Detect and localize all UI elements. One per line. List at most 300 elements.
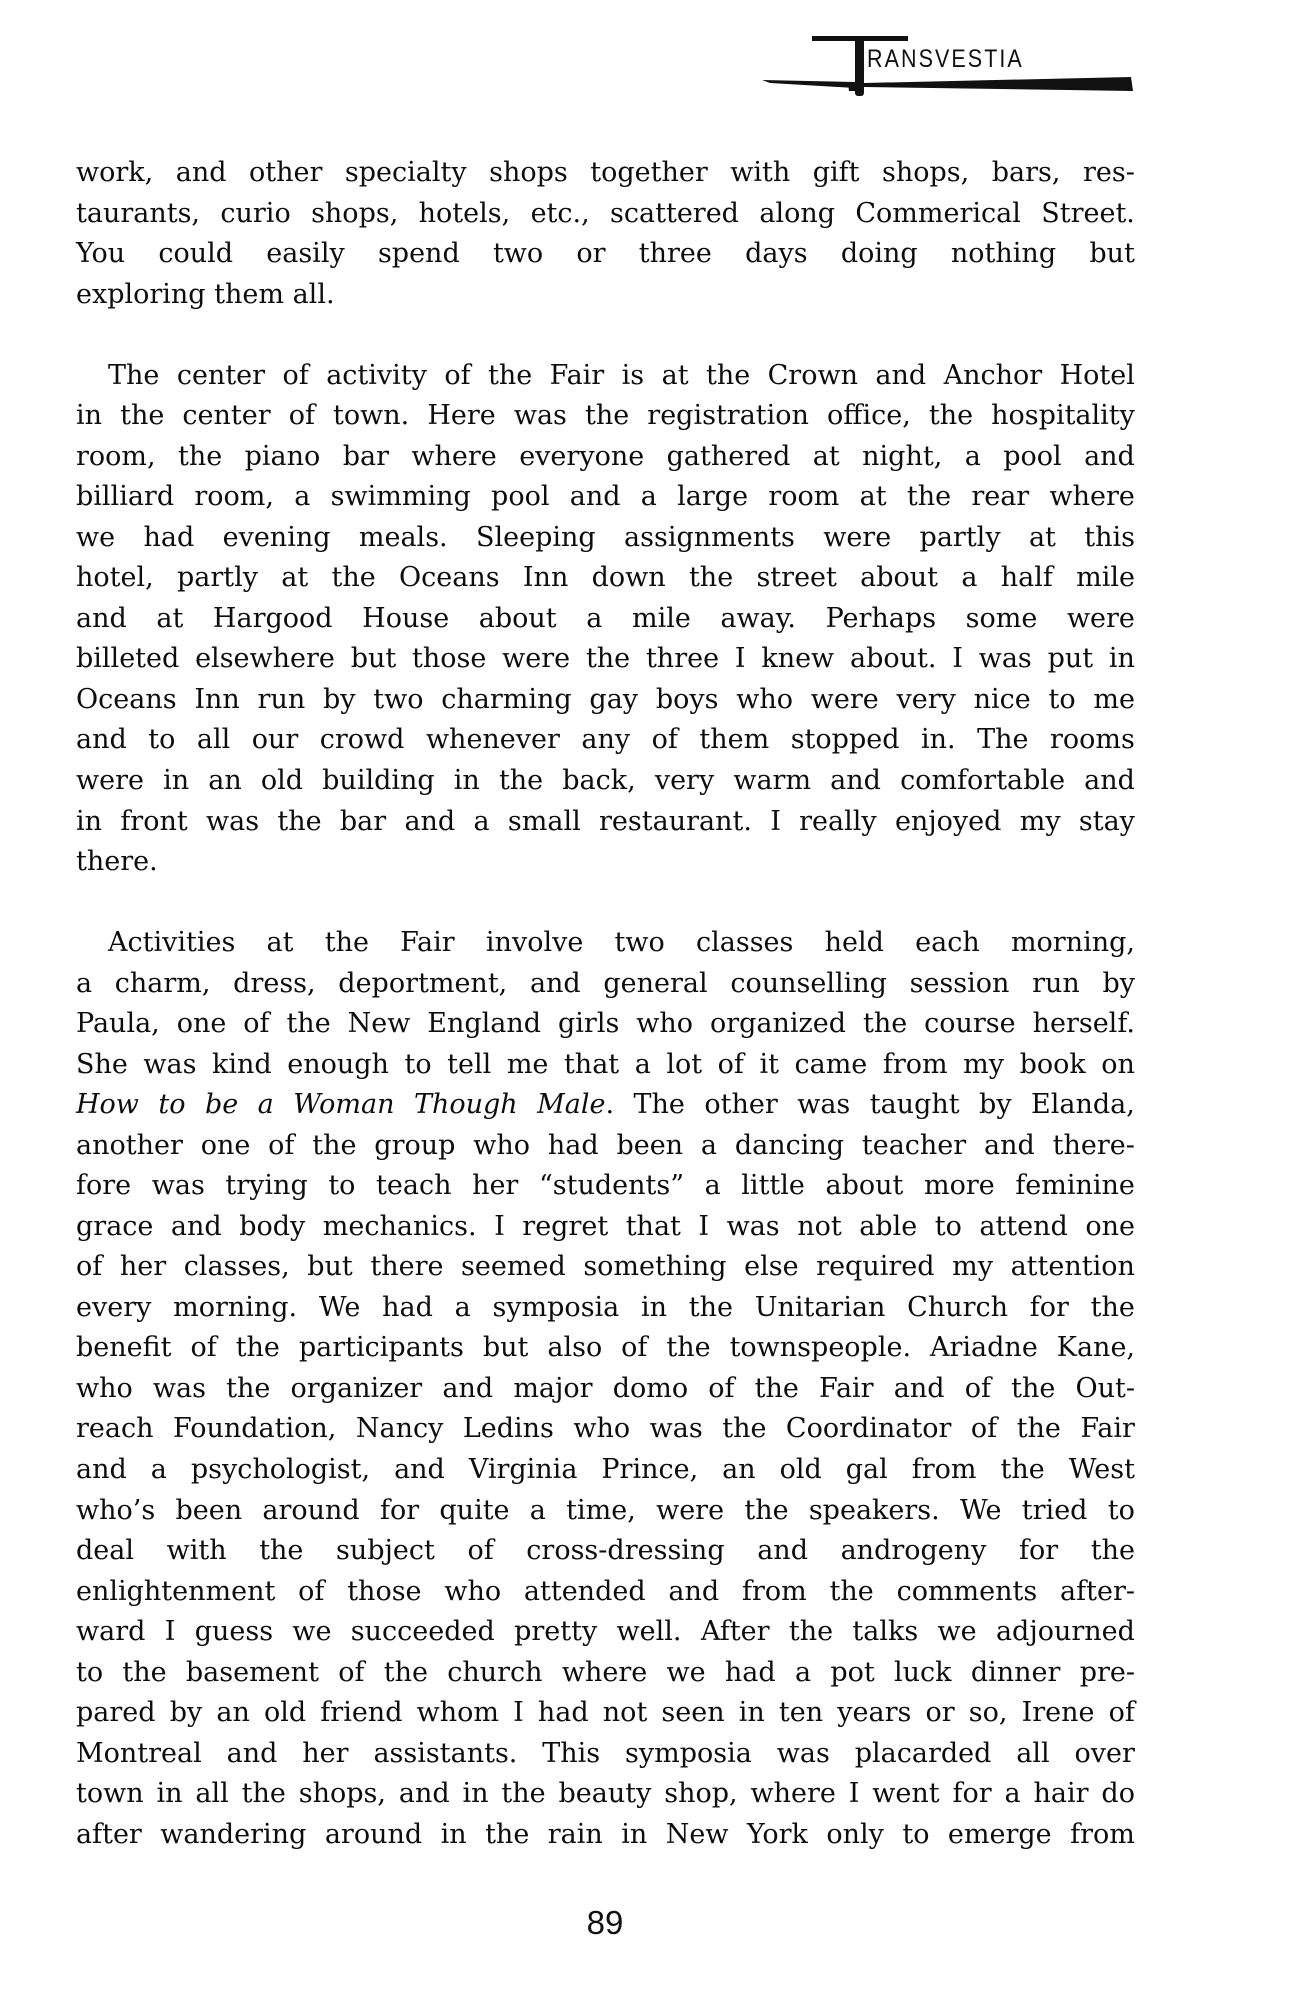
word: mile (631, 602, 691, 634)
word: of (467, 1535, 494, 1567)
word: of (76, 1251, 103, 1283)
word: Perhaps (825, 602, 937, 634)
word: You (76, 238, 126, 270)
text-line (76, 1572, 1135, 1613)
text-line (76, 720, 1135, 761)
word: comments (896, 1575, 1038, 1607)
word: billiard (76, 481, 175, 513)
word: in (76, 805, 103, 837)
word: meals. (358, 521, 448, 553)
word: whenever (425, 724, 560, 756)
word: about (860, 562, 939, 594)
word: of (444, 359, 471, 391)
word: shop, (664, 1778, 738, 1810)
word: teach (376, 1170, 452, 1202)
word: from (742, 1575, 807, 1607)
word: in. (920, 724, 956, 756)
word: days (745, 238, 808, 270)
word: guess (194, 1616, 274, 1648)
word: in (462, 1778, 489, 1810)
word: I (698, 1210, 710, 1242)
word: the (331, 562, 376, 594)
word: had (143, 521, 195, 553)
word: and (1084, 440, 1135, 472)
word: the (829, 1575, 874, 1607)
word: who (473, 1129, 530, 1161)
word: more (923, 1170, 995, 1202)
word: counselling (730, 967, 887, 999)
word: speakers. (808, 1494, 940, 1526)
word: Ariadne (930, 1332, 1038, 1364)
word: and (1084, 764, 1135, 796)
book-title-word: to (158, 1089, 186, 1121)
word: pot (830, 1656, 875, 1688)
word: gay (589, 683, 639, 715)
word: pretty (514, 1616, 598, 1648)
word: a (150, 1454, 167, 1485)
word: run (257, 683, 306, 715)
word: the (259, 1535, 304, 1567)
word: Fair (1080, 1413, 1135, 1445)
word: where (561, 1656, 648, 1688)
word: room, (194, 481, 274, 513)
word: one (176, 1008, 227, 1040)
word: of (282, 359, 309, 391)
word: room, (76, 440, 156, 472)
word: grace (76, 1210, 154, 1242)
word: taurants, (76, 197, 201, 229)
word: run (1032, 967, 1080, 999)
text-line (76, 1531, 1135, 1572)
word: some (965, 602, 1038, 634)
word: night, (862, 440, 943, 472)
word: enjoyed (894, 805, 1002, 837)
word: an (216, 1697, 250, 1729)
word: to (1048, 683, 1076, 715)
word: but (482, 1332, 529, 1364)
word: warm (733, 764, 812, 796)
word: New (665, 1818, 729, 1850)
text-line (76, 1612, 1135, 1653)
word: church (447, 1656, 543, 1688)
word: and (170, 1210, 222, 1242)
publication-wordmark: RANSVESTIA (867, 45, 1024, 73)
word: but (350, 643, 397, 675)
word: at (1028, 521, 1056, 553)
word: well. (616, 1616, 682, 1648)
word: old (263, 1697, 307, 1729)
word: Street. (1041, 197, 1135, 229)
word: two (614, 927, 665, 959)
text-line (76, 964, 1135, 1005)
word: Elanda, (1031, 1089, 1135, 1121)
word: only (826, 1818, 884, 1850)
running-header-logo (755, 30, 1140, 105)
word: very (654, 764, 715, 796)
word: the (666, 1332, 711, 1364)
word: town. (333, 400, 410, 432)
text-line (76, 761, 1135, 802)
word: were (76, 764, 144, 796)
text-line (76, 1653, 1135, 1694)
word: boys (655, 683, 719, 715)
word: after- (1060, 1575, 1135, 1607)
text-line (76, 1166, 1135, 1207)
word: pool (1003, 440, 1062, 472)
word: in (156, 1778, 183, 1810)
word: were (823, 521, 892, 553)
word: curio (220, 197, 291, 229)
word: restaurant. (599, 805, 752, 837)
word: I (952, 643, 963, 675)
word: registration (647, 400, 809, 432)
word: shops, (298, 1778, 386, 1810)
word: Activities (108, 927, 236, 959)
word: and (76, 724, 127, 756)
word: but (1089, 238, 1135, 270)
word: assignments (624, 521, 795, 553)
word: luck (894, 1656, 952, 1688)
word: to (902, 1818, 930, 1850)
word: bar (339, 805, 387, 837)
word: been (616, 1129, 684, 1161)
word: We (318, 1291, 361, 1323)
word: two (492, 238, 544, 270)
word: partly (919, 521, 1001, 553)
word: the (928, 400, 974, 432)
word: very (896, 683, 956, 715)
word: and (398, 1778, 450, 1810)
word: around (262, 1494, 360, 1526)
word: swimming (330, 481, 471, 513)
word: were (656, 1494, 725, 1526)
word: a (1004, 1778, 1021, 1810)
word: res- (1082, 157, 1135, 188)
word: friend (320, 1697, 403, 1729)
word: a (454, 1291, 471, 1323)
word: seen (661, 1697, 725, 1729)
word: seemed (461, 1251, 566, 1283)
word: we (937, 1616, 977, 1648)
word: other (249, 157, 323, 188)
word: everyone (519, 440, 645, 472)
word: session (909, 967, 1010, 999)
word: knew (761, 643, 835, 675)
word: kind (212, 1048, 272, 1080)
page-number: 89 (586, 1904, 624, 1941)
word: organizer (290, 1372, 423, 1404)
word: talks (852, 1616, 919, 1648)
text-line (76, 1328, 1135, 1369)
word: was (143, 1048, 197, 1080)
word: me (1093, 683, 1135, 715)
word: was (776, 1737, 830, 1769)
book-title-word: a (257, 1089, 274, 1121)
word: really (799, 805, 877, 837)
word: the (324, 927, 369, 959)
word: for (379, 1494, 420, 1526)
word: We (960, 1494, 1002, 1526)
word: back, (562, 764, 636, 796)
word: along (759, 197, 836, 229)
word: assistants. (373, 1737, 518, 1769)
word: tried (1021, 1494, 1088, 1526)
word: trying (225, 1170, 308, 1202)
word: at (859, 481, 887, 513)
word: we (76, 521, 116, 553)
word: rear (971, 481, 1030, 513)
word: comfortable (900, 764, 1066, 796)
word: an (722, 1454, 756, 1485)
word: stay (1078, 805, 1135, 837)
word: every (76, 1291, 152, 1323)
word: House (362, 602, 450, 634)
text-line (76, 923, 1135, 964)
word: in (453, 764, 480, 796)
word: and (226, 1737, 278, 1769)
word: with (730, 157, 791, 188)
word: those (347, 1575, 422, 1607)
word: of (964, 1372, 991, 1404)
word: street (756, 562, 837, 594)
word: who (573, 1413, 631, 1445)
word: went (872, 1778, 940, 1810)
word: Unitarian (754, 1291, 886, 1323)
text-line (76, 1247, 1135, 1288)
word: scattered (610, 197, 739, 229)
word: that (563, 1048, 620, 1080)
word: the (744, 1494, 789, 1526)
word: major (513, 1372, 593, 1404)
word: gift (812, 157, 860, 188)
word: subject (336, 1535, 435, 1567)
word: pool (491, 481, 550, 513)
text-line (76, 639, 1135, 680)
word: was (206, 805, 260, 837)
word: old (260, 764, 304, 796)
book-title-word: Though (413, 1089, 518, 1121)
word: domo (612, 1372, 689, 1404)
word: townspeople. (729, 1332, 912, 1364)
word: stopped (790, 724, 900, 756)
word: Foundation, (172, 1413, 337, 1445)
word: I (770, 805, 781, 837)
word: not (602, 1697, 648, 1729)
word: in (738, 1697, 765, 1729)
word: another (76, 1129, 183, 1161)
word: hotels, (418, 197, 511, 229)
logo-t-stem-icon (855, 36, 864, 96)
word: time, (566, 1494, 636, 1526)
word: had (547, 1129, 599, 1161)
word: of (717, 1048, 744, 1080)
word: morning, (1010, 927, 1135, 959)
word: deportment, (338, 967, 508, 999)
word: shops (489, 157, 568, 188)
word: and (76, 602, 127, 634)
word: a (700, 1129, 718, 1161)
word: in (76, 400, 103, 432)
text-line (76, 1815, 1135, 1856)
word: work, (76, 157, 154, 188)
word: in (440, 1818, 467, 1850)
word: or (576, 238, 606, 270)
word: Irene (1021, 1697, 1095, 1729)
word: been (175, 1494, 243, 1526)
word: were (1066, 602, 1135, 634)
word: body (239, 1210, 306, 1242)
word: the (862, 1008, 908, 1040)
word: we (292, 1616, 332, 1648)
text-line (76, 234, 1135, 275)
word: symposia (625, 1737, 752, 1769)
word: were (810, 683, 879, 715)
word: piano (244, 440, 321, 472)
word: West (1068, 1454, 1135, 1485)
word: dancing (734, 1129, 845, 1161)
word: dinner (970, 1656, 1061, 1688)
word: Sleeping (476, 521, 596, 553)
text-line (76, 153, 1135, 194)
word: of (621, 1332, 648, 1364)
word: who’s (76, 1494, 156, 1526)
word: quite (439, 1494, 510, 1526)
word: each (915, 927, 980, 959)
word: partly (176, 562, 259, 594)
word: Coordinator (785, 1413, 952, 1445)
word: crowd (319, 724, 405, 756)
word: had (724, 1656, 776, 1688)
text-line (76, 477, 1135, 518)
word: a (76, 967, 93, 999)
word: book (1019, 1048, 1086, 1080)
word: a (794, 1656, 812, 1688)
word: in (163, 764, 190, 796)
paragraph-3 (76, 923, 1135, 1855)
word: at (812, 440, 840, 472)
word: the (688, 1291, 733, 1323)
word: do (1101, 1778, 1135, 1810)
word: lot (666, 1048, 703, 1080)
word: the (120, 400, 165, 432)
book-title-word: Woman (293, 1089, 395, 1121)
word: building (322, 764, 435, 796)
word: or (925, 1697, 955, 1729)
word: activity (326, 359, 427, 391)
word: Crown (767, 359, 858, 391)
word: three (638, 238, 712, 270)
word: bars, (991, 157, 1061, 188)
word: who (444, 1575, 502, 1607)
word: attend (979, 1210, 1068, 1242)
word: front (120, 805, 188, 837)
word: course (924, 1008, 1016, 1040)
word: for (1019, 1535, 1059, 1567)
word: attention (1010, 1251, 1135, 1283)
text-line (76, 194, 1135, 235)
text-line (76, 802, 1135, 843)
word: doing (840, 238, 918, 270)
word: Virginia (468, 1454, 578, 1485)
word: after (76, 1818, 142, 1850)
word: small (507, 805, 581, 837)
word: organized (709, 1008, 847, 1040)
word: and (984, 1129, 1035, 1161)
word: the (585, 643, 631, 675)
word: I (513, 1697, 524, 1729)
word: Fair (819, 1372, 874, 1404)
word: the (286, 1008, 331, 1040)
word: and (404, 805, 456, 837)
word: feminine (1015, 1170, 1135, 1202)
word: Oceans (76, 683, 177, 715)
paragraph-1 (76, 153, 1135, 315)
word: morning. (173, 1291, 298, 1323)
word: etc., (530, 197, 590, 229)
word: The (108, 359, 160, 391)
word: psychologist, (190, 1454, 371, 1485)
article-body (76, 153, 1135, 1896)
word: emerge (947, 1818, 1052, 1850)
word: office, (827, 400, 911, 432)
word: to (76, 1656, 104, 1688)
word: and (757, 1535, 808, 1567)
word: symposia (492, 1291, 620, 1323)
word: the (312, 1129, 357, 1161)
word: gal (845, 1454, 888, 1485)
word: our (251, 724, 299, 756)
word: where (1049, 481, 1135, 513)
word: Montreal (76, 1737, 202, 1769)
word: together (590, 157, 708, 188)
word: New (347, 1008, 411, 1040)
word: succeeded (350, 1616, 495, 1648)
word: herself. (1032, 1008, 1135, 1040)
word: the (688, 562, 734, 594)
word: by (979, 1089, 1012, 1121)
word: of (1108, 1697, 1135, 1729)
word: to (1107, 1494, 1135, 1526)
word: evening (222, 521, 331, 553)
text-line (76, 518, 1135, 559)
word: bar (342, 440, 390, 472)
word: at (266, 927, 294, 959)
word: the (488, 359, 533, 391)
word: town (76, 1778, 144, 1810)
word: York (746, 1818, 808, 1850)
word: could (158, 238, 234, 270)
text-line (76, 1693, 1135, 1734)
word: hospitality (991, 400, 1135, 432)
word: her (472, 1170, 519, 1202)
word: from (911, 1454, 977, 1485)
word: room (768, 481, 840, 513)
word: and (76, 1454, 127, 1485)
word: one (200, 1129, 251, 1161)
word: of (651, 724, 678, 756)
word: the (501, 1778, 546, 1810)
word: a (704, 1170, 721, 1202)
word: “students” (538, 1170, 684, 1202)
word: of (243, 1008, 270, 1040)
word: girls (558, 1008, 620, 1040)
word: any (581, 724, 631, 756)
word: Paula, (76, 1008, 160, 1040)
word: of (298, 1575, 325, 1607)
word: the (1011, 1372, 1056, 1404)
word: the (235, 1332, 280, 1364)
word: about. (849, 643, 937, 675)
